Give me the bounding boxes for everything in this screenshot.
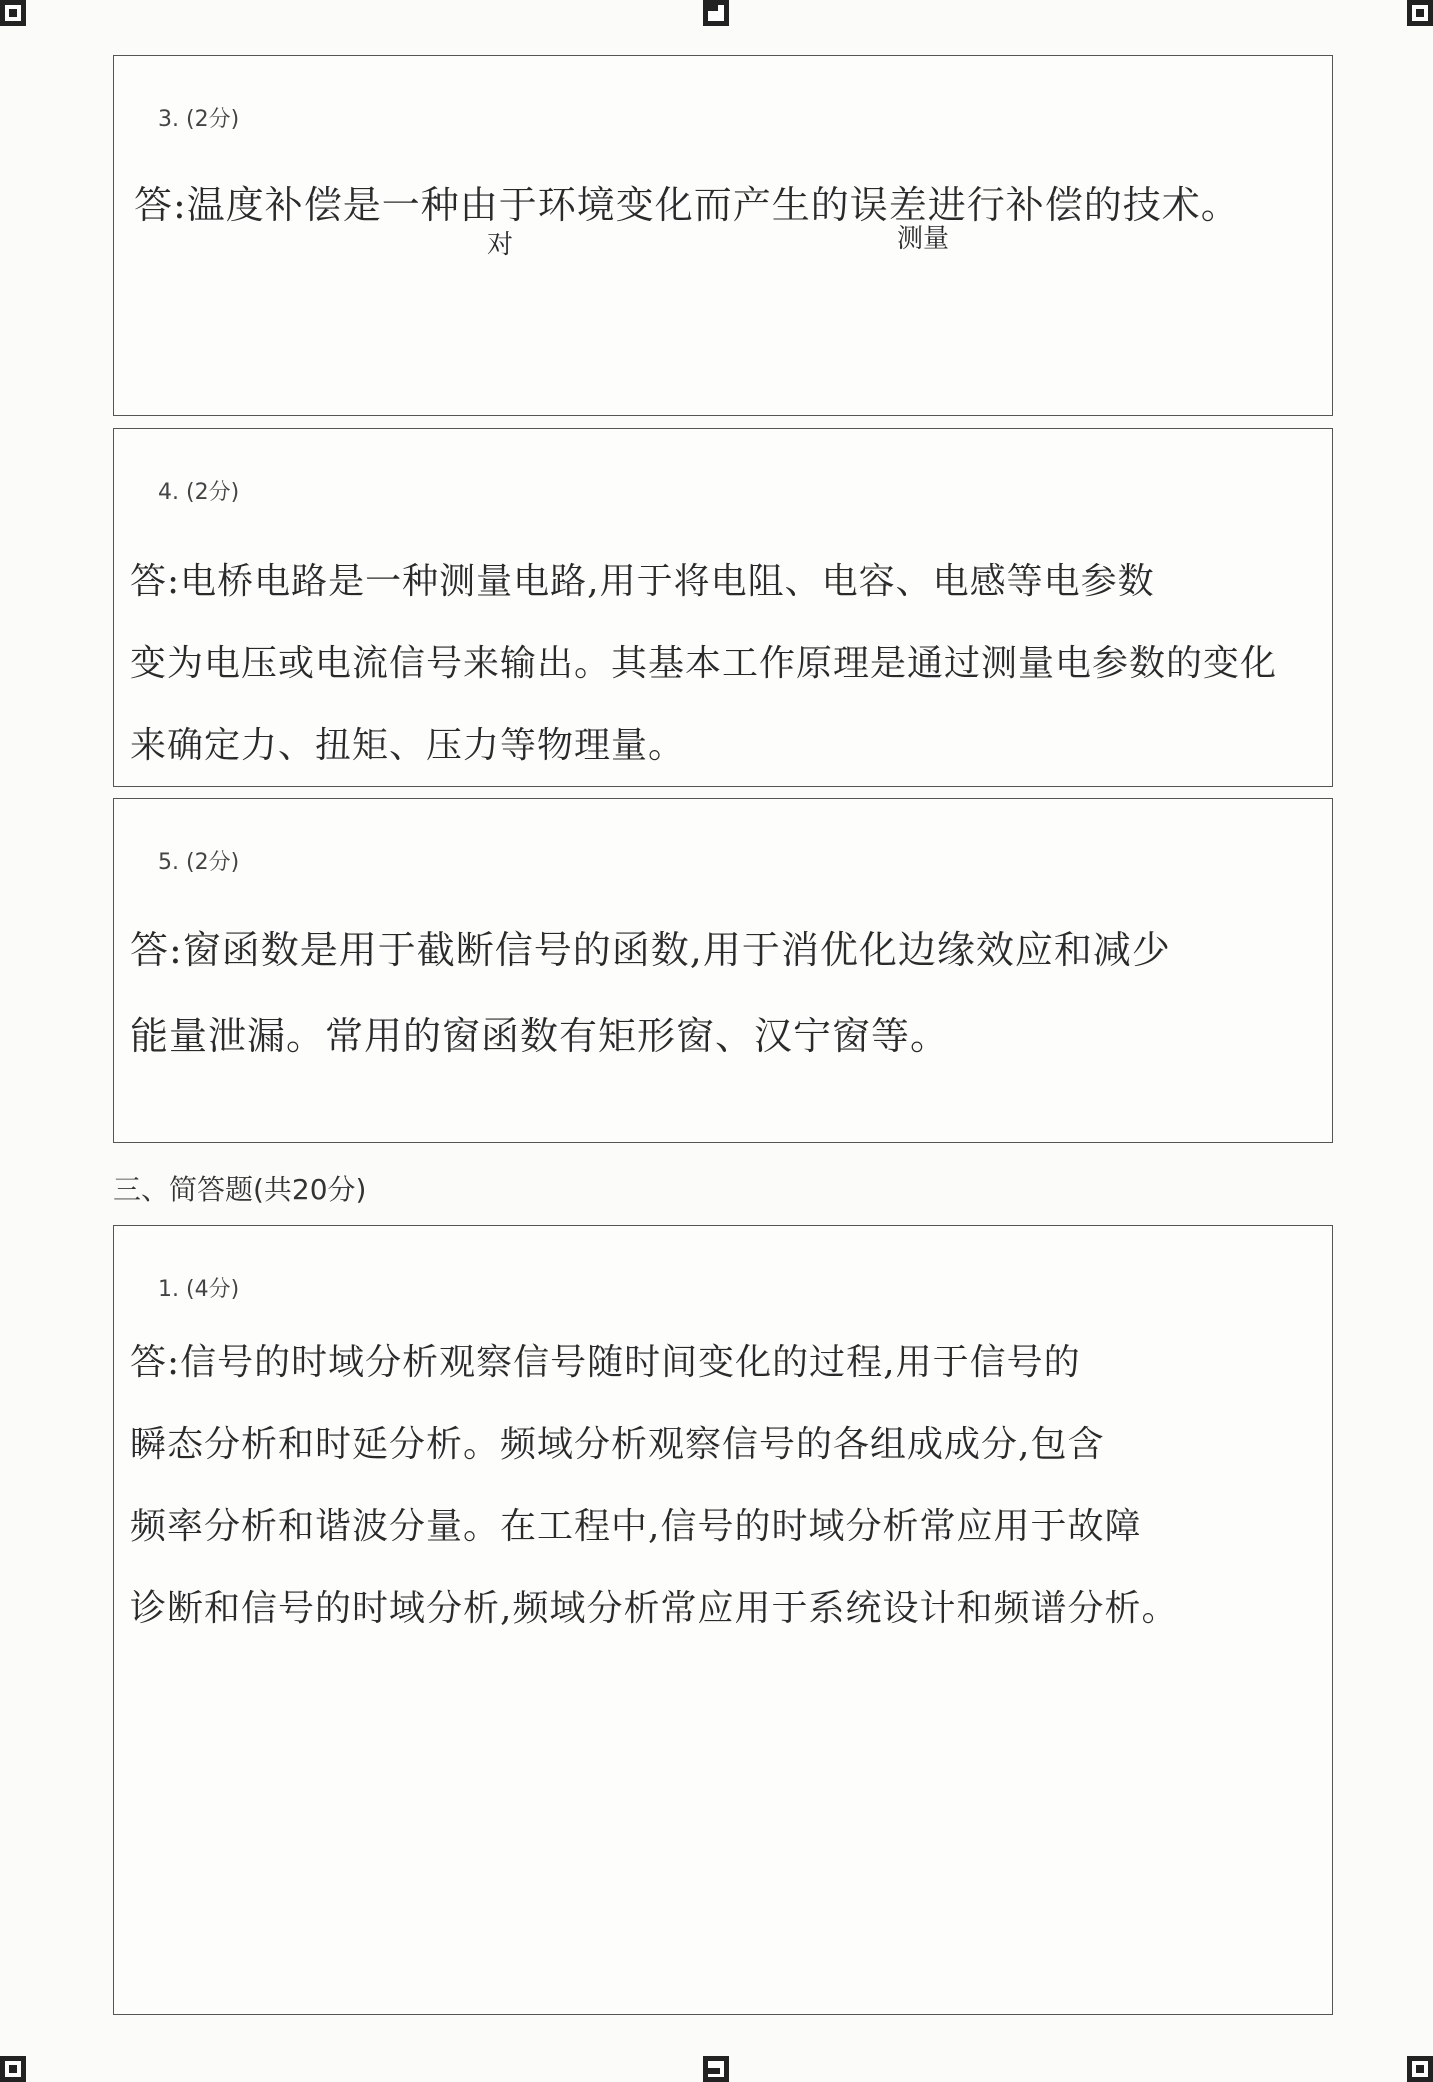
bottom-left-marker-icon <box>0 2056 26 2082</box>
bottom-right-marker-icon <box>1407 2056 1433 2082</box>
answer-line: 频率分析和谐波分量。在工程中,信号的时域分析常应用于故障 <box>130 1506 1142 1547</box>
top-left-marker-icon <box>0 0 26 26</box>
answer-line: 答:信号的时域分析观察信号随时间变化的过程,用于信号的 <box>130 1342 1081 1383</box>
answer-box-q5[interactable] <box>113 798 1333 1143</box>
handwritten-answer <box>130 1322 1178 1650</box>
section-title: 三、简答题(共20分) <box>113 1173 367 1206</box>
answer-box-q4[interactable] <box>113 428 1333 787</box>
answer-line: 答:温度补偿是一种由于环境变化而产生的误差进行补偿的技术。 <box>134 183 1240 227</box>
answer-box-q3[interactable] <box>113 55 1333 416</box>
correction-note: 对 <box>487 230 514 260</box>
answer-line: 答:电桥电路是一种测量电路,用于将电阻、电容、电感等电参数 <box>130 561 1155 602</box>
question-label: 3. (2分) <box>158 107 240 132</box>
top-right-marker-icon <box>1407 0 1433 26</box>
bottom-center-marker-icon <box>703 2056 729 2082</box>
answer-line: 来确定力、扭矩、压力等物理量。 <box>130 725 686 766</box>
answer-line: 瞬态分析和时延分析。频域分析观察信号的各组成成分,包含 <box>130 1424 1105 1465</box>
question-label: 1. (4分) <box>158 1277 240 1302</box>
correction-note: 测量 <box>897 224 950 254</box>
answer-line: 诊断和信号的时域分析,频域分析常应用于系统设计和频谱分析。 <box>130 1588 1179 1629</box>
handwritten-answer <box>134 174 1240 229</box>
handwritten-answer <box>130 541 1277 787</box>
question-label: 4. (2分) <box>158 480 240 505</box>
answer-line: 变为电压或电流信号来输出。其基本工作原理是通过测量电参数的变化 <box>130 643 1278 684</box>
handwritten-answer <box>130 907 1171 1079</box>
answer-line: 能量泄漏。常用的窗函数有矩形窗、汉宁窗等。 <box>130 1014 950 1058</box>
question-label: 5. (2分) <box>158 850 240 875</box>
answer-line: 答:窗函数是用于截断信号的函数,用于消优化边缘效应和减少 <box>130 928 1171 972</box>
answer-box-short-q1[interactable] <box>113 1225 1333 2015</box>
top-center-marker-icon <box>703 0 729 26</box>
